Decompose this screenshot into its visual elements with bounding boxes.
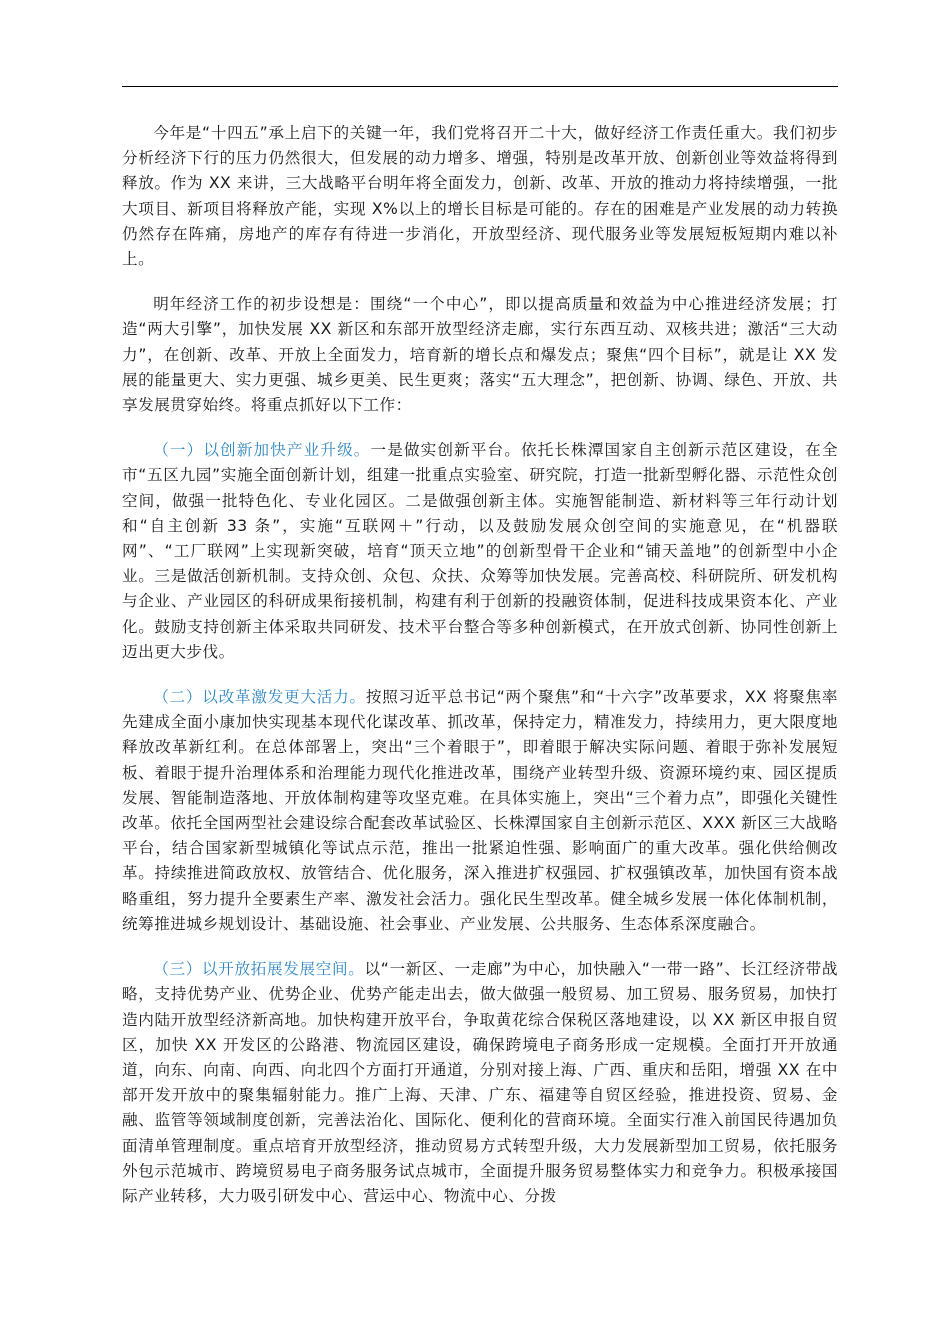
paragraph-plan	[122, 292, 838, 418]
section-heading-reform: （二）以改革激发更大活力。	[153, 688, 366, 707]
paragraph-text: 今年是“十四五”承上启下的关键一年，我们党将召开二十大，做好经济工作责任重大。我们初步分析经济下行的压力仍然很大，但发展的动力增多、增强，特别是改革开放、创新创业等效益将得到释放。作为 XX 来讲，三大战略平台明年将全面发力，创新、改革、开放的推动力将持续增强，一批大项目、新项目将释放产能，实现 X%以上的增长目标是可能的。存在的困难是产业发展的动力转换仍然存在阵痛，房地产的库存有待进一步消化，开放型经济、现代服务业等发展短板短期内难以补上。	[122, 124, 838, 269]
section-heading-opening: （三）以开放拓展发展空间。	[153, 960, 365, 979]
paragraph-reform	[122, 685, 838, 937]
document-body	[122, 121, 838, 1229]
paragraph-text: 按照习近平总书记“两个聚焦”和“十六字”改革要求，XX 将聚焦率先建成全面小康加快实现基本现代化谋改革、抓改革，保持定力，精准发力，持续用力，更大限度地释放改革新红利。在总体部署上，突出“三个着眼于”，即着眼于解决实际问题、着眼于弥补发展短板、着眼于提升治理体系和治理能力现代化推进改革，围绕产业转型升级、资源环境约束、园区提质发展、智能制造落地、开放体制构建等攻坚克难。在具体实施上，突出“三个着力点”，即强化关键性改革。依托全国两型社会建设综合配套改革试验区、长株潭国家自主创新示范区、XXX 新区三大战略平台，结合国家新型城镇化等试点示范，推出一批紧迫性强、影响面广的重大改革。强化供给侧改革。持续推进简政放权、放管结合、优化服务，深入推进扩权强园、扩权强镇改革，加快国有资本战略重组，努力提升全要素生产率、激发社会活力。强化民生型改革。健全城乡发展一体化体制机制，统筹推进城乡规划设计、基础设施、社会事业、产业发展、公共服务、生态体系深度融合。	[122, 688, 838, 933]
paragraph-text: 一是做实创新平台。依托长株潭国家自主创新示范区建设，在全市“五区九园”实施全面创新计划，组建一批重点实验室、研究院，打造一批新型孵化器、示范性众创空间，做强一批特色化、专业化园区。二是做强创新主体。实施智能制造、新材料等三年行动计划和“自主创新 33 条”，实施“互联网＋”行动，以及鼓励发展众创空间的实施意见，在“机器联网”、“工厂联网”上实现新突破，培育“顶天立地”的创新型骨干企业和“铺天盖地”的创新型中小企业。三是做活创新机制。支持众创、众包、众扶、众筹等加快发展。完善高校、科研院所、研发机构与企业、产业园区的科研成果衔接机制，构建有利于创新的投融资体制，促进科技成果资本化、产业化。鼓励支持创新主体采取共同研发、技术平台整合等多种创新模式，在开放式创新、协同性创新上迈出更大步伐。	[122, 441, 838, 661]
paragraph-text: 以“一新区、一走廊”为中心，加快融入“一带一路”、长江经济带战略，支持优势产业、优势企业、优势产能走出去，做大做强一般贸易、加工贸易、服务贸易，加快打造内陆开放型经济新高地。加快构建开放平台，争取黄花综合保税区落地建设，以 XX 新区申报自贸区，加快 XX 开发区的公路港、物流园区建设，确保跨境电子商务形成一定规模。全面打开开放通道，向东、向南、向西、向北四个方面打开通道，分别对接上海、广西、重庆和岳阳，增强 XX 在中部开发开放中的聚集辐射能力。推广上海、天津、广东、福建等自贸区经验，推进投资、贸易、金融、监管等领域制度创新，完善法治化、国际化、便利化的营商环境。全面实行准入前国民待遇加负面清单管理制度。重点培育开放型经济，推动贸易方式转型升级，大力发展新型加工贸易，依托服务外包示范城市、跨境贸易电子商务服务试点城市，全面提升服务贸易整体实力和竞争力。积极承接国际产业转移，大力吸引研发中心、营运中心、物流中心、分拨	[122, 960, 838, 1205]
header-rule	[122, 86, 838, 87]
section-heading-innovation: （一）以创新加快产业升级。	[153, 441, 371, 460]
paragraph-innovation	[122, 438, 838, 665]
paragraph-text: 明年经济工作的初步设想是：围绕“一个中心”，即以提高质量和效益为中心推进经济发展；打造“两大引擎”，加快发展 XX 新区和东部开放型经济走廊，实行东西互动、双核共进；激活“三大动力”，在创新、改革、开放上全面发力，培育新的增长点和爆发点；聚焦“四个目标”，就是让 XX 发展的能量更大、实力更强、城乡更美、民生更爽；落实“五大理念”，把创新、协调、绿色、开放、共享发展贯穿始终。将重点抓好以下工作：	[122, 295, 838, 415]
paragraph-opening	[122, 957, 838, 1209]
paragraph-intro	[122, 121, 838, 272]
